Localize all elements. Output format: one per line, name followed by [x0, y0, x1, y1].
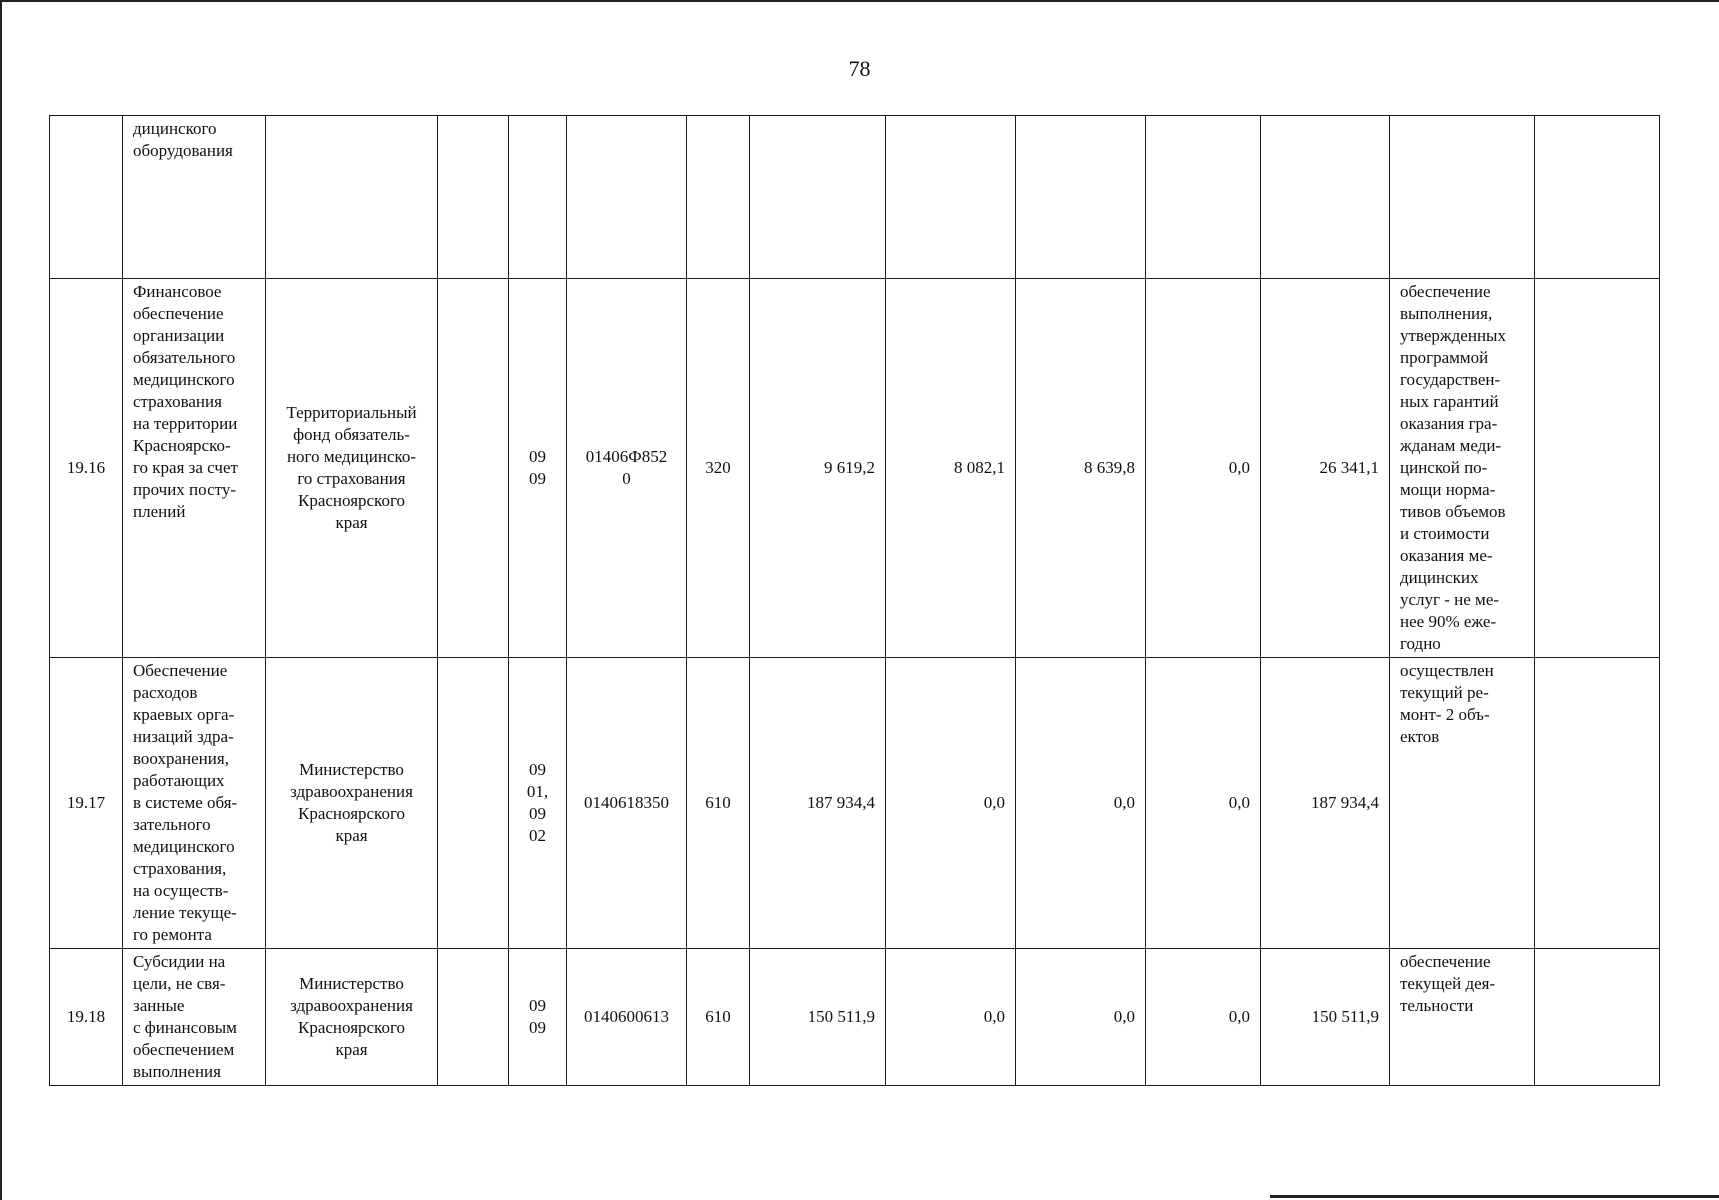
value-year-3: 0,0: [1016, 658, 1146, 949]
rzpr-code: [509, 116, 567, 279]
extra-cell: [1535, 116, 1660, 279]
grbs-code: [438, 949, 509, 1086]
value-year-4: 0,0: [1146, 949, 1261, 1086]
expected-result: осуществлен текущий ре- монт- 2 объ- ектов: [1390, 658, 1535, 949]
value-total: 26 341,1: [1261, 279, 1390, 658]
row-number: 19.16: [50, 279, 123, 658]
rzpr-code: 09 09: [509, 949, 567, 1086]
extra-cell: [1535, 658, 1660, 949]
value-year-2: 8 082,1: [886, 279, 1016, 658]
rzpr-code: 09 01, 09 02: [509, 658, 567, 949]
value-year-3: 0,0: [1016, 949, 1146, 1086]
page-number: 78: [848, 56, 871, 81]
csr-code: [567, 116, 687, 279]
table-row: [50, 949, 1660, 1086]
csr-code: 0140618350: [567, 658, 687, 949]
grbs-code: [438, 279, 509, 658]
value-year-1: [750, 116, 886, 279]
value-year-1: 187 934,4: [750, 658, 886, 949]
value-year-1: 9 619,2: [750, 279, 886, 658]
expected-result: обеспечение текущей дея- тельности: [1390, 949, 1535, 1086]
value-total: 187 934,4: [1261, 658, 1390, 949]
budget-table: [49, 115, 1660, 1086]
value-year-4: 0,0: [1146, 279, 1261, 658]
executor: Территориальный фонд обязатель- ного медицинско- го страхования Красноярского края: [266, 279, 438, 658]
value-total: 150 511,9: [1261, 949, 1390, 1086]
page-border-left: [0, 0, 2, 1200]
value-year-4: [1146, 116, 1261, 279]
value-year-2: [886, 116, 1016, 279]
value-year-3: [1016, 116, 1146, 279]
page-border-top: [0, 0, 1719, 2]
vr-code: [687, 116, 750, 279]
grbs-code: [438, 116, 509, 279]
csr-code: 01406Ф852 0: [567, 279, 687, 658]
executor: Министерство здравоохранения Красноярского края: [266, 949, 438, 1086]
vr-code: 320: [687, 279, 750, 658]
extra-cell: [1535, 949, 1660, 1086]
table-row: [50, 279, 1660, 658]
expected-result: обеспечение выполнения, утвержденных программой государствен- ных гарантий оказания гра- жданам меди- цинской по- мощи норма- тивов объемов и стоимости оказания ме- дицинских услуг - не ме- нее 90% еже- годно: [1390, 279, 1535, 658]
executor: Министерство здравоохранения Красноярского края: [266, 658, 438, 949]
vr-code: 610: [687, 658, 750, 949]
activity-name: Субсидии на цели, не свя- занные с финансовым обеспечением выполнения: [123, 949, 266, 1086]
activity-name: Финансовое обеспечение организации обязательного медицинского страхования на территории Красноярско- го края за счет прочих посту- плений: [123, 279, 266, 658]
csr-code: 0140600613: [567, 949, 687, 1086]
executor: [266, 116, 438, 279]
extra-cell: [1535, 279, 1660, 658]
value-total: [1261, 116, 1390, 279]
table-row: [50, 116, 1660, 279]
table-row: [50, 658, 1660, 949]
vr-code: 610: [687, 949, 750, 1086]
rzpr-code: 09 09: [509, 279, 567, 658]
activity-name: Обеспечение расходов краевых орга- низаций здра- воохранения, работающих в системе обя- зательного медицинского страхования, на осуществ- ление текуще- го ремонта: [123, 658, 266, 949]
expected-result: [1390, 116, 1535, 279]
grbs-code: [438, 658, 509, 949]
value-year-1: 150 511,9: [750, 949, 886, 1086]
value-year-3: 8 639,8: [1016, 279, 1146, 658]
page-border-bottom: [1270, 1195, 1719, 1198]
value-year-2: 0,0: [886, 658, 1016, 949]
row-number: 19.17: [50, 658, 123, 949]
activity-name: дицинского оборудования: [123, 116, 266, 279]
value-year-4: 0,0: [1146, 658, 1261, 949]
row-number: [50, 116, 123, 279]
row-number: 19.18: [50, 949, 123, 1086]
value-year-2: 0,0: [886, 949, 1016, 1086]
